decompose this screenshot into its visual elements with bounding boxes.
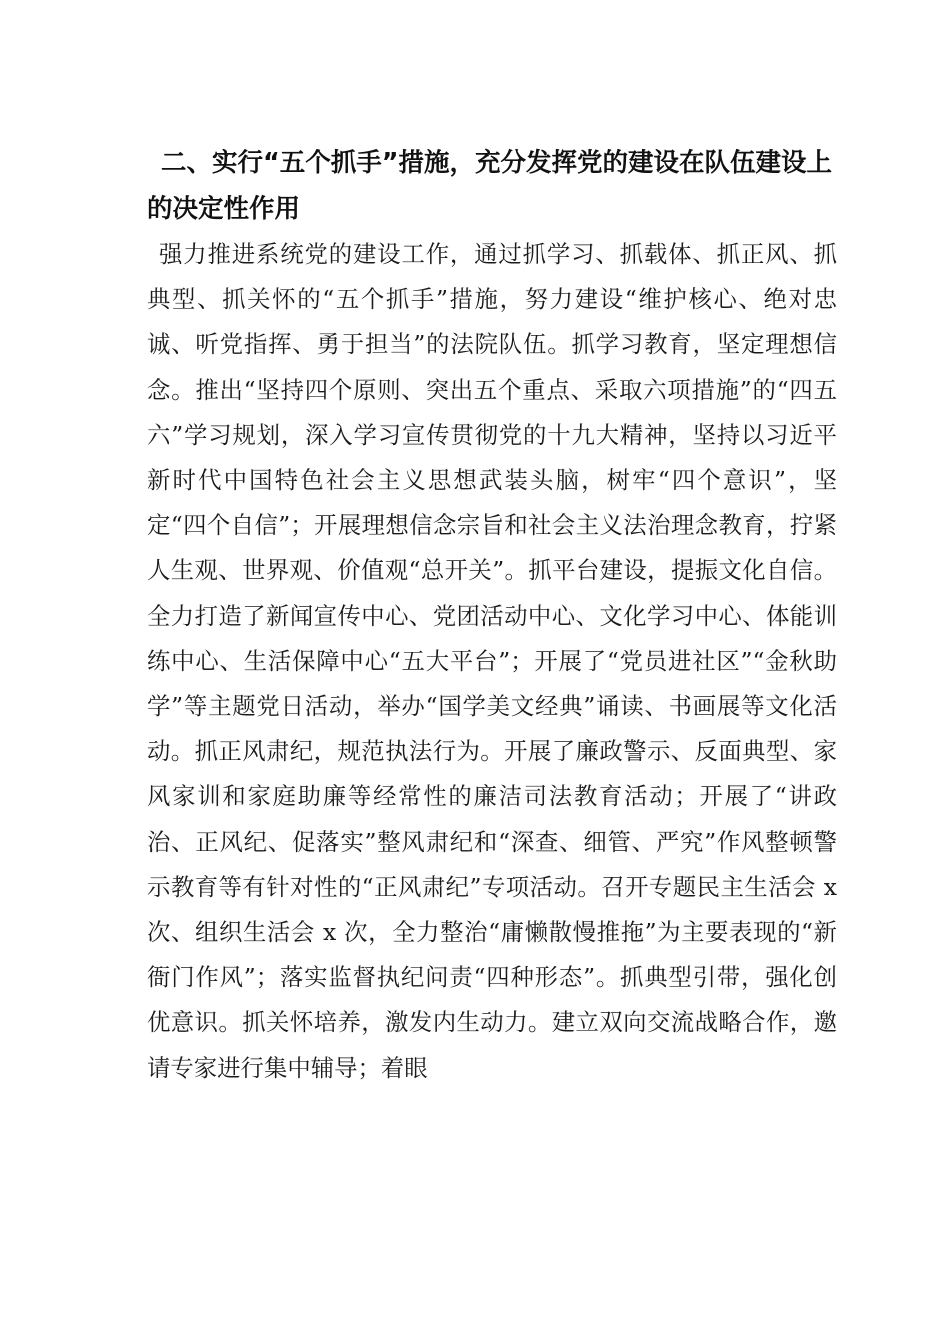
section-heading: 二、实行“五个抓手”措施，充分发挥党的建设在队伍建设上的决定性作用: [147, 148, 833, 224]
body-paragraph: 强力推进系统党的建设工作，通过抓学习、抓载体、抓正风、抓典型、抓关怀的“五个抓手”措施，努力建设“维护核心、绝对忠诚、听党指挥、勇于担当”的法院队伍。抓学习教育，坚定理想信念。推出“坚持四个原则、突出五个重点、采取六项措施”的“四五六”学习规划，深入学习宣传贯彻党的十九大精神，坚持以习近平新时代中国特色社会主义思想武装头脑，树牢“四个意识”，坚定“四个自信”；开展理想信念宗旨和社会主义法治理念教育，拧紧人生观、世界观、价值观“总开关”。抓平台建设，提振文化自信。全力打造了新闻宣传中心、党团活动中心、文化学习中心、体能训练中心、生活保障中心“五大平台”；开展了“党员进社区”“金秋助学”等主题党日活动，举办“国学美文经典”诵读、书画展等文化活动。抓正风肃纪，规范执法行为。开展了廉政警示、反面典型、家风家训和家庭助廉等经常性的廉洁司法教育活动；开展了“讲政治、正风纪、促落实”整风肃纪和“深查、细管、严究”作风整顿警示教育等有针对性的“正风肃纪”专项活动。召开专题民主生活会 x 次、组织生活会 x 次，全力整治“庸懒散慢推拖”为主要表现的“新衙门作风”；落实监督执纪问责“四种形态”。抓典型引带，强化创优意识。抓关怀培养，激发内生动力。建立双向交流战略合作，邀请专家进行集中辅导；着眼: [147, 240, 837, 1082]
